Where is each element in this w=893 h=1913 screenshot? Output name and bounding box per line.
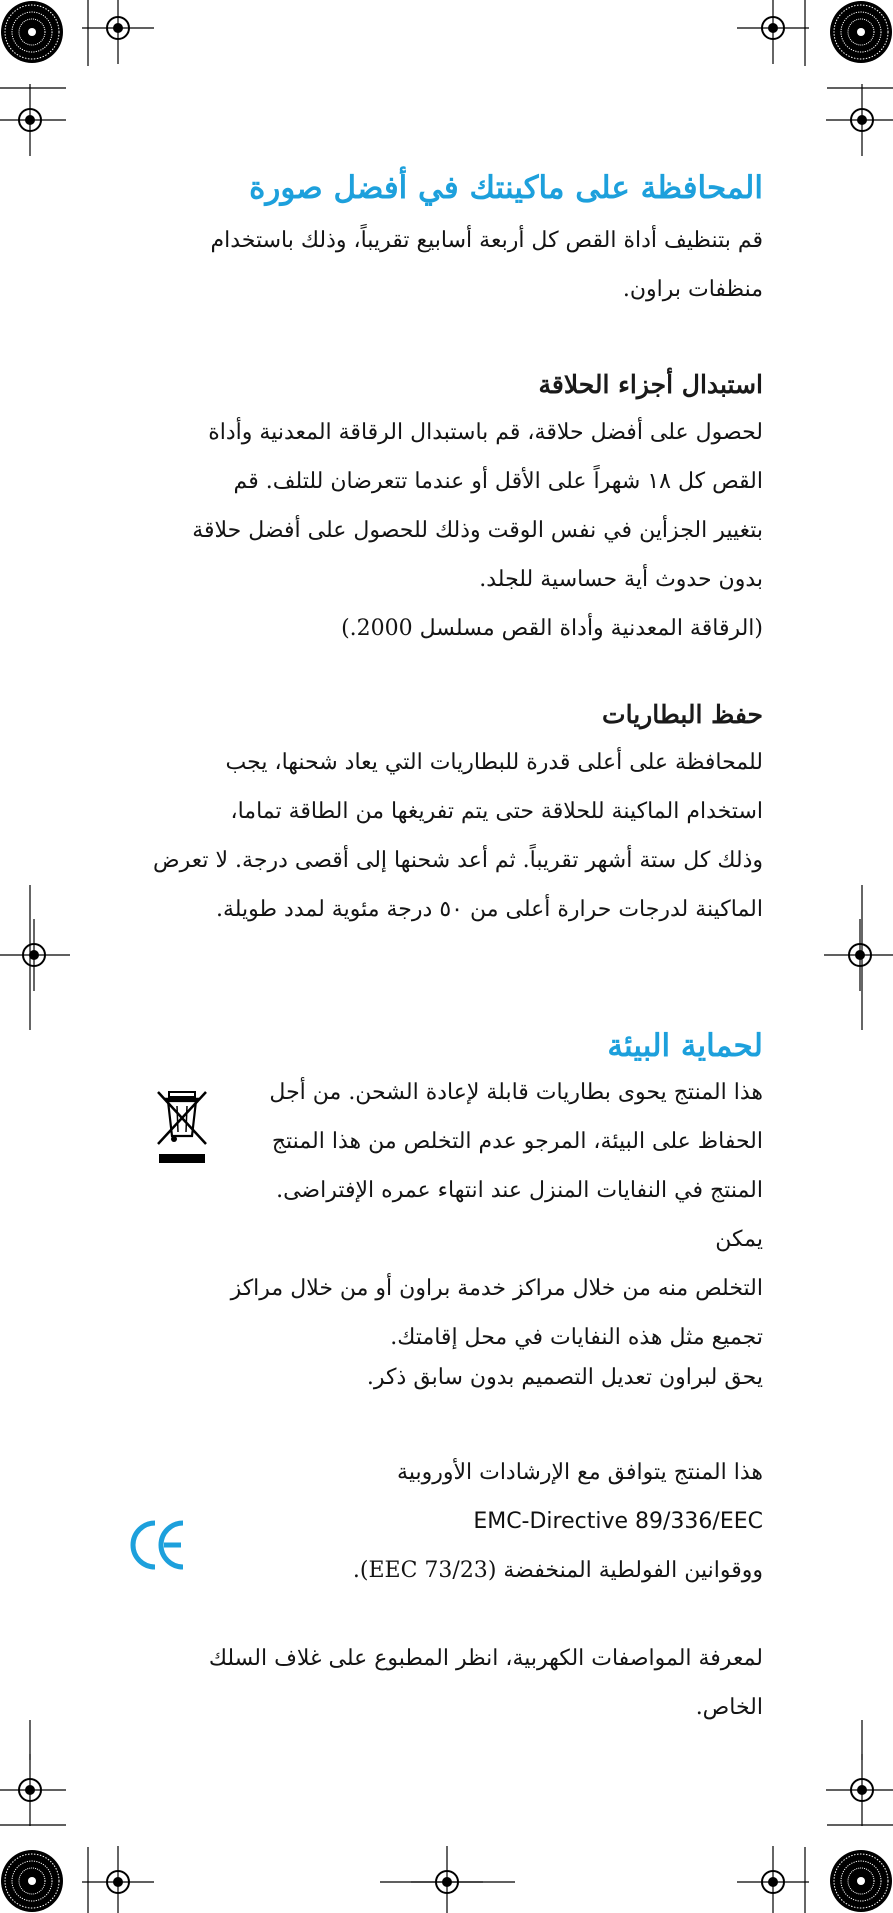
battery-heading: حفظ البطاريات	[602, 700, 763, 729]
battery-line-2: استخدام الماكينة للحلاقة حتى يتم تفريغها من الطاقة تماما،	[230, 799, 763, 824]
parts-line-5: (الرقاقة المعدنية وأداة القص مسلسل 2000.)	[341, 616, 763, 641]
environment-line-1: هذا المنتج يحوى بطاريات قابلة لإعادة الشحن. من أجل	[269, 1080, 763, 1105]
starburst-mark-bottom-left	[1, 1850, 63, 1912]
environment-line-3: المنتج في النفايات المنزل عند انتهاء عمره الإفتراضى. يمكن	[276, 1178, 763, 1252]
compliance-line-1: هذا المنتج يتوافق مع الإرشادات الأوروبية	[397, 1460, 763, 1485]
battery-line-4: الماكينة لدرجات حرارة أعلى من ٥٠ درجة مئوية لمدد طويلة.	[215, 897, 763, 922]
parts-line-1: لحصول على أفضل حلاقة، قم باستبدال الرقاقة المعدنية وأداة	[208, 420, 763, 445]
section-care	[135, 168, 763, 314]
section-design	[135, 1353, 763, 1402]
battery-line-1: للمحافظة على أعلى قدرة للبطاريات التي يعاد شحنها، يجب	[225, 750, 763, 775]
section-compliance	[135, 1448, 763, 1595]
starburst-mark-top-left	[1, 1, 63, 63]
environment-line-2: الحفاظ على البيئة، المرجو عدم التخلص من هذا المنتج	[271, 1129, 763, 1154]
parts-line-2: القص كل ١٨ شهراً على الأقل أو عندما تتعرضان للتلف. قم	[233, 469, 763, 494]
section-battery	[135, 698, 763, 934]
compliance-line-3: ووقوانين الفولطية المنخفضة (73/23 EEC).	[352, 1558, 763, 1583]
environment-line-4: التخلص منه من خلال مراكز خدمة براون أو من خلال مراكز	[230, 1276, 763, 1301]
compliance-directive: EMC-Directive 89/336/EEC	[473, 1509, 763, 1534]
starburst-mark-top-right	[830, 1, 892, 63]
care-line-2: منظفات براون.	[622, 277, 763, 302]
section-parts	[135, 368, 763, 653]
electrical-line-2: الخاص.	[695, 1695, 763, 1720]
care-heading: المحافظة على ماكينتك في أفضل صورة	[249, 170, 763, 206]
section-environment	[135, 1026, 763, 1362]
parts-heading: استبدال أجزاء الحلاقة	[538, 370, 763, 399]
care-line-1: قم بتنظيف أداة القص كل أربعة أسابيع تقريباً، وذلك باستخدام	[210, 228, 763, 253]
starburst-mark-bottom-right	[830, 1850, 892, 1912]
parts-line-3: بتغيير الجزأين في نفس الوقت وذلك للحصول على أفضل حلاقة	[192, 518, 763, 543]
section-electrical	[135, 1634, 763, 1732]
crossed-out-wheelie-bin-icon	[155, 1088, 211, 1168]
environment-heading: لحماية البيئة	[607, 1028, 763, 1064]
ce-mark-icon	[128, 1515, 188, 1575]
design-line: يحق لبراون تعديل التصميم بدون سابق ذكر.	[366, 1365, 763, 1390]
battery-line-3: وذلك كل ستة أشهر تقريباً. ثم أعد شحنها إلى أقصى درجة. لا تعرض	[153, 848, 763, 873]
electrical-line-1: لمعرفة المواصفات الكهربية، انظر المطبوع على غلاف السلك	[208, 1646, 763, 1671]
environment-line-5: تجميع مثل هذه النفايات في محل إقامتك.	[390, 1325, 763, 1350]
parts-line-4: بدون حدوث أية حساسية للجلد.	[479, 567, 763, 592]
